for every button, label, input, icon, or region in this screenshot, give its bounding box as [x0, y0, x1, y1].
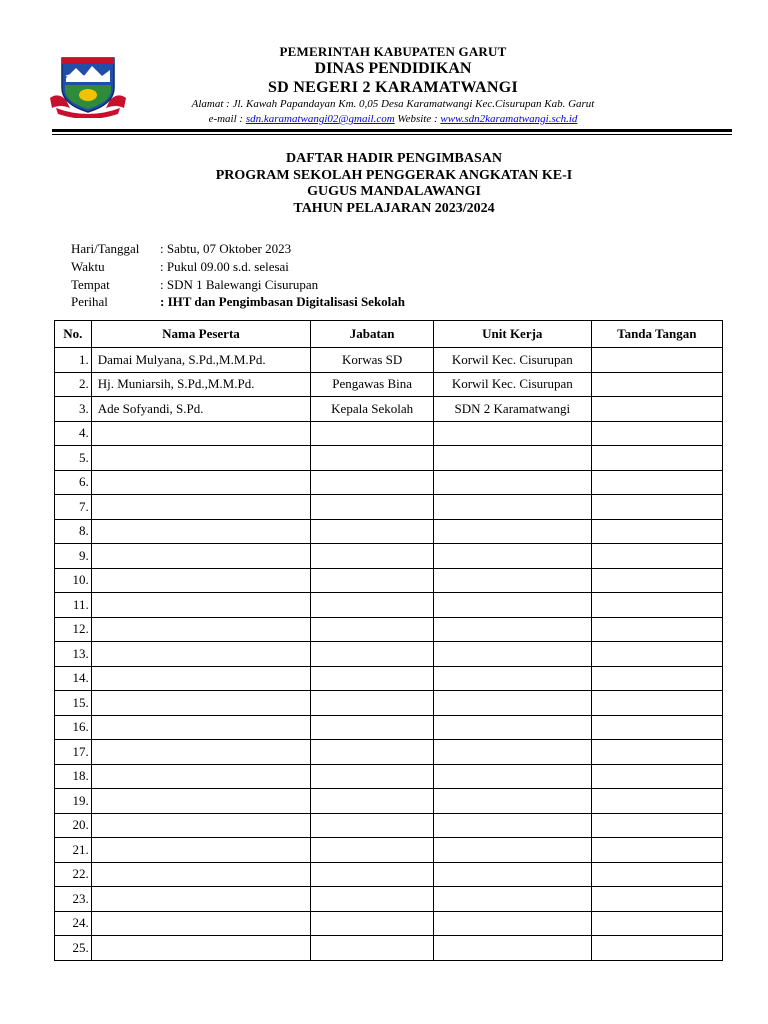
header-tanda-tangan: Tanda Tangan	[591, 321, 722, 348]
row-no: 17.	[55, 740, 92, 765]
info-key: Waktu	[71, 258, 105, 274]
table-header-row	[55, 321, 723, 348]
position	[311, 568, 434, 593]
row-no: 14.	[55, 666, 92, 691]
row-no: 2.	[55, 372, 92, 397]
position	[311, 838, 434, 863]
participant-name	[91, 617, 311, 642]
signature-cell[interactable]	[591, 936, 722, 961]
participant-name	[91, 568, 311, 593]
work-unit	[434, 789, 592, 814]
signature-cell[interactable]	[591, 862, 722, 887]
participant-name	[91, 470, 311, 495]
position	[311, 813, 434, 838]
participant-name: Damai Mulyana, S.Pd.,M.M.Pd.	[91, 348, 311, 373]
row-no: 11.	[55, 593, 92, 618]
row-no: 8.	[55, 519, 92, 544]
info-key: Perihal	[71, 294, 108, 310]
position	[311, 617, 434, 642]
table-row	[55, 838, 723, 863]
info-key: Hari/Tanggal	[71, 241, 140, 256]
row-no: 7.	[55, 495, 92, 520]
participant-name	[91, 862, 311, 887]
work-unit	[434, 862, 592, 887]
position	[311, 740, 434, 765]
work-unit	[434, 617, 592, 642]
row-no: 18.	[55, 764, 92, 789]
participant-name	[91, 936, 311, 961]
signature-cell[interactable]	[591, 617, 722, 642]
work-unit	[434, 691, 592, 716]
table-row	[55, 348, 723, 373]
work-unit	[434, 813, 592, 838]
participant-name	[91, 887, 311, 912]
signature-cell[interactable]	[591, 421, 722, 446]
title-line-1: DAFTAR HADIR PENGIMBASAN	[286, 151, 502, 166]
row-no: 22.	[55, 862, 92, 887]
table-row	[55, 789, 723, 814]
work-unit	[434, 936, 592, 961]
signature-cell[interactable]	[591, 813, 722, 838]
row-no: 19.	[55, 789, 92, 814]
table-row	[55, 446, 723, 471]
table-row	[55, 715, 723, 740]
participant-name	[91, 691, 311, 716]
work-unit	[434, 593, 592, 618]
title-line-3: GUGUS MANDALAWANGI	[307, 184, 481, 199]
participant-name	[91, 813, 311, 838]
school-address: Alamat : Jl. Kawah Papandayan Km. 0,05 Desa Karamatwangi Kec.Cisurupan Kab. Garut	[191, 98, 595, 110]
attendance-rows	[55, 348, 723, 961]
participant-name: Hj. Muniarsih, S.Pd.,M.M.Pd.	[91, 372, 311, 397]
signature-cell[interactable]	[591, 495, 722, 520]
table-row	[55, 397, 723, 422]
signature-cell[interactable]	[591, 838, 722, 863]
letterhead-text	[140, 44, 646, 127]
header-nama-peserta: Nama Peserta	[91, 321, 311, 348]
work-unit	[434, 495, 592, 520]
participant-name	[91, 715, 311, 740]
position: Pengawas Bina	[311, 372, 434, 397]
row-no: 10.	[55, 568, 92, 593]
work-unit	[434, 421, 592, 446]
table-row	[55, 813, 723, 838]
row-no: 15.	[55, 691, 92, 716]
document-title	[60, 151, 728, 217]
position	[311, 519, 434, 544]
table-row	[55, 372, 723, 397]
participant-name	[91, 519, 311, 544]
signature-cell[interactable]	[591, 740, 722, 765]
row-no: 24.	[55, 911, 92, 936]
letterhead-rule-thick	[52, 129, 732, 132]
row-no: 16.	[55, 715, 92, 740]
row-no: 4.	[55, 421, 92, 446]
work-unit	[434, 446, 592, 471]
work-unit	[434, 911, 592, 936]
work-unit	[434, 666, 592, 691]
info-value: : Pukul 09.00 s.d. selesai	[160, 258, 289, 274]
row-no: 23.	[55, 887, 92, 912]
position	[311, 789, 434, 814]
table-row	[55, 470, 723, 495]
work-unit	[434, 838, 592, 863]
work-unit	[434, 544, 592, 569]
header-unit-kerja: Unit Kerja	[434, 321, 592, 348]
table-row	[55, 887, 723, 912]
government-name: PEMERINTAH KABUPATEN GARUT	[279, 44, 507, 59]
position	[311, 911, 434, 936]
table-row	[55, 617, 723, 642]
row-no: 9.	[55, 544, 92, 569]
row-no: 21.	[55, 838, 92, 863]
signature-cell[interactable]	[591, 642, 722, 667]
position	[311, 862, 434, 887]
department-name: DINAS PENDIDIKAN	[314, 60, 472, 77]
kabupaten-garut-emblem-icon	[48, 52, 128, 118]
position	[311, 936, 434, 961]
info-row-place	[71, 276, 405, 294]
participant-name	[91, 838, 311, 863]
participant-name	[91, 764, 311, 789]
signature-cell[interactable]	[591, 397, 722, 422]
letterhead	[0, 0, 768, 135]
row-no: 1.	[55, 348, 92, 373]
participant-name: Ade Sofyandi, S.Pd.	[91, 397, 311, 422]
signature-cell[interactable]	[591, 348, 722, 373]
signature-cell[interactable]	[591, 544, 722, 569]
participant-name	[91, 446, 311, 471]
header-jabatan: Jabatan	[311, 321, 434, 348]
work-unit: SDN 2 Karamatwangi	[434, 397, 592, 422]
work-unit	[434, 519, 592, 544]
participant-name	[91, 544, 311, 569]
signature-cell[interactable]	[591, 764, 722, 789]
position	[311, 421, 434, 446]
table-row	[55, 740, 723, 765]
table-row	[55, 666, 723, 691]
signature-cell[interactable]	[591, 372, 722, 397]
position	[311, 642, 434, 667]
table-row	[55, 936, 723, 961]
signature-cell[interactable]	[591, 470, 722, 495]
row-no: 13.	[55, 642, 92, 667]
position	[311, 495, 434, 520]
info-value: : Sabtu, 07 Oktober 2023	[160, 241, 292, 256]
participant-name	[91, 740, 311, 765]
signature-cell[interactable]	[591, 568, 722, 593]
signature-cell[interactable]	[591, 691, 722, 716]
website-label: Website :	[397, 113, 438, 125]
participant-name	[91, 593, 311, 618]
signature-cell[interactable]	[591, 446, 722, 471]
position	[311, 691, 434, 716]
position	[311, 446, 434, 471]
row-no: 20.	[55, 813, 92, 838]
row-no: 3.	[55, 397, 92, 422]
website-link[interactable]: www.sdn2karamatwangi.sch.id	[440, 113, 578, 125]
position: Kepala Sekolah	[311, 397, 434, 422]
participant-name	[91, 642, 311, 667]
work-unit: Korwil Kec. Cisurupan	[434, 372, 592, 397]
email-link[interactable]: sdn.karamatwangi02@gmail.com	[245, 113, 395, 125]
position	[311, 666, 434, 691]
contact-line	[140, 112, 646, 127]
attendance-table	[54, 320, 723, 961]
position	[311, 764, 434, 789]
signature-cell[interactable]	[591, 593, 722, 618]
table-row	[55, 862, 723, 887]
work-unit	[434, 568, 592, 593]
participant-name	[91, 421, 311, 446]
event-info	[71, 240, 405, 311]
participant-name	[91, 911, 311, 936]
info-row-date	[71, 240, 405, 258]
table-row	[55, 421, 723, 446]
email-label: e-mail :	[208, 113, 244, 125]
work-unit	[434, 715, 592, 740]
position	[311, 887, 434, 912]
title-line-2: PROGRAM SEKOLAH PENGGERAK ANGKATAN KE-I	[215, 167, 573, 183]
info-value: : SDN 1 Balewangi Cisurupan	[160, 276, 319, 292]
work-unit: Korwil Kec. Cisurupan	[434, 348, 592, 373]
signature-cell[interactable]	[591, 715, 722, 740]
signature-cell[interactable]	[591, 911, 722, 936]
participant-name	[91, 495, 311, 520]
table-row	[55, 495, 723, 520]
position	[311, 593, 434, 618]
row-no: 25.	[55, 936, 92, 961]
title-line-4: TAHUN PELAJARAN 2023/2024	[293, 200, 495, 216]
table-row	[55, 519, 723, 544]
work-unit	[434, 740, 592, 765]
info-key: Tempat	[71, 276, 110, 292]
table-row	[55, 544, 723, 569]
work-unit	[434, 887, 592, 912]
work-unit	[434, 642, 592, 667]
letterhead-rule-thin	[52, 134, 732, 135]
signature-cell[interactable]	[591, 789, 722, 814]
row-no: 12.	[55, 617, 92, 642]
table-row	[55, 911, 723, 936]
table-row	[55, 691, 723, 716]
info-row-subject	[71, 293, 405, 311]
signature-cell[interactable]	[591, 519, 722, 544]
table-row	[55, 568, 723, 593]
position	[311, 715, 434, 740]
row-no: 6.	[55, 470, 92, 495]
position	[311, 544, 434, 569]
position: Korwas SD	[311, 348, 434, 373]
row-no: 5.	[55, 446, 92, 471]
table-row	[55, 764, 723, 789]
participant-name	[91, 666, 311, 691]
header-no: No.	[55, 321, 92, 348]
table-row	[55, 593, 723, 618]
info-row-time	[71, 258, 405, 276]
participant-name	[91, 789, 311, 814]
table-row	[55, 642, 723, 667]
position	[311, 470, 434, 495]
signature-cell[interactable]	[591, 666, 722, 691]
work-unit	[434, 764, 592, 789]
info-value: : IHT dan Pengimbasan Digitalisasi Sekolah	[160, 294, 406, 310]
signature-cell[interactable]	[591, 887, 722, 912]
work-unit	[434, 470, 592, 495]
school-name: SD NEGERI 2 KARAMATWANGI	[267, 79, 519, 96]
